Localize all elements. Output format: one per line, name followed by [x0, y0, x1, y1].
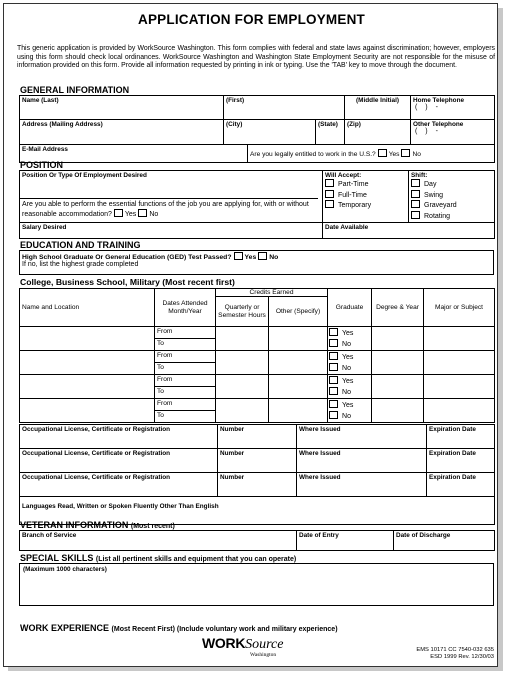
license-exp-field[interactable]: [427, 425, 495, 449]
license-table: [19, 424, 495, 525]
salary-label: Salary Desired: [22, 224, 67, 231]
college-to-field[interactable]: [155, 387, 216, 399]
legal-no-label: No: [412, 151, 421, 158]
rotating-label: Rotating: [424, 212, 451, 220]
college-graduate-cell: [328, 351, 372, 375]
from-label: From: [157, 352, 173, 359]
ability-no-label: No: [149, 211, 159, 218]
will-accept-label: Will Accept:: [325, 172, 362, 179]
general-heading: GENERAL INFORMATION: [20, 85, 130, 95]
license-exp-field[interactable]: [427, 449, 495, 473]
college-quarterly-field[interactable]: [216, 375, 269, 399]
form-title: APPLICATION FOR EMPLOYMENT: [138, 12, 365, 27]
day-checkbox[interactable]: [411, 179, 420, 187]
college-to-field[interactable]: [155, 339, 216, 351]
graduate-no-checkbox[interactable]: [329, 387, 338, 395]
ability-yes-checkbox[interactable]: [114, 209, 123, 217]
graduate-no-label: No: [342, 388, 351, 396]
graduate-no-label: No: [342, 412, 351, 420]
license-label: Occupational License, Certificate or Registration: [22, 474, 171, 481]
graduate-no-checkbox[interactable]: [329, 363, 338, 371]
college-other-field[interactable]: [269, 351, 328, 375]
accept-option-temporary[interactable]: [325, 200, 406, 211]
college-quarterly-field[interactable]: [216, 399, 269, 423]
graduate-yes-checkbox[interactable]: [329, 328, 338, 336]
form-code-line2: ESD 1999 Rev. 12/30/03: [430, 654, 494, 660]
skills-max-label: (Maximum 1000 characters): [23, 566, 107, 573]
work-heading-note: (Most Recent First) (Include voluntary work and military experience): [111, 626, 338, 633]
license-where-label: Where Issued: [299, 426, 341, 433]
to-label: To: [157, 364, 164, 371]
education-heading: EDUCATION AND TRAINING: [20, 240, 141, 250]
license-where-field[interactable]: [297, 425, 427, 449]
college-degree-field[interactable]: [372, 375, 424, 399]
college-heading: College, Business School, Military (Most recent first): [20, 277, 235, 287]
college-row: [20, 375, 495, 387]
zip-label: (Zip): [347, 121, 361, 128]
college-major-field[interactable]: [424, 375, 495, 399]
date-discharge-label: Date of Discharge: [396, 532, 451, 539]
license-where-field[interactable]: [297, 473, 427, 497]
college-to-field[interactable]: [155, 411, 216, 423]
other-phone-field[interactable]: [411, 120, 495, 145]
skills-heading-note: (List all pertinent skills and equipment that you can operate): [95, 556, 297, 563]
license-exp-label: Expiration Date: [429, 474, 476, 481]
license-where-label: Where Issued: [299, 474, 341, 481]
col-major-subject: Major or Subject: [424, 289, 495, 327]
license-field[interactable]: [20, 449, 218, 473]
license-number-field[interactable]: [218, 425, 297, 449]
license-row: [20, 449, 495, 473]
first-name-field[interactable]: [224, 96, 345, 120]
college-name-field[interactable]: [20, 351, 155, 375]
highschool-yes-checkbox[interactable]: [234, 252, 243, 260]
college-other-field[interactable]: [269, 327, 328, 351]
college-quarterly-field[interactable]: [216, 327, 269, 351]
graduate-yes-checkbox[interactable]: [329, 352, 338, 360]
logo-work: WORK: [202, 635, 246, 651]
col-degree-year: Degree & Year: [372, 289, 424, 327]
ability-yes-label: Yes: [124, 211, 137, 218]
shift-cell: [409, 171, 495, 223]
college-from-field[interactable]: [155, 327, 216, 339]
middle-initial-field[interactable]: [345, 96, 411, 120]
full-time-label: Full-Time: [338, 191, 367, 199]
license-field[interactable]: [20, 473, 218, 497]
legal-yes-checkbox[interactable]: [378, 149, 387, 157]
license-number-field[interactable]: [218, 473, 297, 497]
address-label: Address (Mailing Address): [22, 121, 103, 128]
position-desired-cell[interactable]: [20, 171, 323, 223]
salary-field[interactable]: [20, 223, 323, 239]
shift-option-day[interactable]: [411, 179, 492, 190]
graduate-yes-label: Yes: [342, 354, 354, 361]
logo-washington: Washington: [250, 652, 277, 658]
city-label: (City): [226, 121, 243, 128]
page-shadow-right: [498, 8, 503, 670]
accept-option-part-time[interactable]: [325, 179, 406, 190]
worksource-logo: [202, 636, 283, 652]
languages-label: Languages Read, Written or Spoken Fluently Other Than English: [22, 503, 219, 510]
highschool-no-label: No: [269, 254, 279, 261]
college-major-field[interactable]: [424, 327, 495, 351]
col-quarterly-hours: Quarterly or Semester Hours: [216, 297, 269, 327]
skills-heading-text: SPECIAL SKILLS: [20, 553, 94, 563]
college-from-field[interactable]: [155, 375, 216, 387]
date-entry-field[interactable]: [297, 531, 394, 551]
highschool-question: [22, 252, 491, 261]
shift-option-graveyard[interactable]: [411, 200, 492, 211]
home-phone-label: Home Telephone: [413, 97, 465, 104]
highschool-cell[interactable]: [20, 251, 494, 275]
graduate-yes-label: Yes: [342, 378, 354, 385]
general-table: [19, 95, 495, 145]
position-heading: POSITION: [20, 160, 64, 170]
highschool-note: If no, list the highest grade completed: [22, 261, 139, 268]
veteran-heading-text: VETERAN INFORMATION: [20, 520, 129, 530]
col-dates-attended: Dates Attended Month/Year: [155, 289, 216, 327]
to-label: To: [157, 340, 164, 347]
college-major-field[interactable]: [424, 351, 495, 375]
graduate-no-label: No: [342, 364, 351, 372]
part-time-label: Part-Time: [338, 181, 369, 188]
temporary-checkbox[interactable]: [325, 200, 334, 208]
graduate-yes-checkbox[interactable]: [329, 400, 338, 408]
college-name-field[interactable]: [20, 399, 155, 423]
license-number-label: Number: [220, 426, 245, 433]
legal-yes-label: Yes: [388, 151, 400, 158]
shift-option-swing[interactable]: [411, 190, 492, 201]
other-phone-paren: ( ) -: [415, 128, 441, 135]
part-time-checkbox[interactable]: [325, 179, 334, 187]
day-label: Day: [424, 181, 437, 188]
college-from-field[interactable]: [155, 351, 216, 363]
state-field[interactable]: [316, 120, 345, 145]
swing-checkbox[interactable]: [411, 190, 420, 198]
license-exp-field[interactable]: [427, 473, 495, 497]
email-label: E-Mail Address: [22, 146, 68, 153]
swing-label: Swing: [424, 191, 444, 199]
college-name-field[interactable]: [20, 375, 155, 399]
city-field[interactable]: [224, 120, 316, 145]
license-number-label: Number: [220, 474, 245, 481]
highschool-question-text: High School Graduate Or General Education (GED) Test Passed?: [22, 254, 232, 261]
work-heading-text: WORK EXPERIENCE: [20, 623, 110, 633]
branch-label: Branch of Service: [22, 532, 77, 539]
application-form: [3, 3, 498, 667]
license-where-field[interactable]: [297, 449, 427, 473]
veteran-heading-note: (Most recent): [130, 523, 175, 530]
date-entry-label: Date of Entry: [299, 532, 339, 539]
highschool-table: [19, 250, 494, 275]
graveyard-checkbox[interactable]: [411, 200, 420, 208]
date-discharge-field[interactable]: [394, 531, 495, 551]
ability-question-text: Are you able to perform the essential functions of the job you are applying for, with or without reasonable accommodation?: [22, 201, 309, 218]
highschool-yes-label: Yes: [244, 254, 257, 261]
last-name-label: Name (Last): [22, 97, 59, 104]
license-field[interactable]: [20, 425, 218, 449]
graduate-no-checkbox[interactable]: [329, 339, 338, 347]
from-label: From: [157, 400, 173, 407]
home-phone-field[interactable]: [411, 96, 495, 120]
highschool-no-checkbox[interactable]: [258, 252, 267, 260]
zip-field[interactable]: [345, 120, 411, 145]
college-graduate-cell: [328, 327, 372, 351]
home-phone-paren: ( ) -: [415, 104, 441, 111]
ability-no-checkbox[interactable]: [138, 209, 147, 217]
license-row: [20, 425, 495, 449]
shift-option-rotating[interactable]: [411, 211, 492, 222]
college-degree-field[interactable]: [372, 351, 424, 375]
branch-field[interactable]: [20, 531, 297, 551]
col-other-specify: Other (Specify): [269, 297, 328, 327]
will-accept-cell: [323, 171, 409, 223]
accept-option-full-time[interactable]: [325, 190, 406, 201]
graduate-no-label: No: [342, 340, 351, 348]
position-desired-label: Position Or Type Of Employment Desired: [22, 172, 147, 179]
page-shadow-bottom: [8, 667, 503, 671]
date-available-label: Date Available: [325, 224, 369, 231]
other-phone-label: Other Telephone: [413, 121, 464, 128]
legal-question-cell: [248, 145, 495, 163]
ability-question: [20, 198, 318, 219]
skills-textarea[interactable]: [19, 563, 494, 606]
logo-source: Source: [245, 637, 284, 652]
license-row: [20, 473, 495, 497]
college-name-field[interactable]: [20, 327, 155, 351]
state-label: (State): [318, 121, 338, 128]
position-table: [19, 170, 495, 239]
college-row: [20, 327, 495, 339]
graduate-yes-label: Yes: [342, 402, 354, 409]
graduate-yes-label: Yes: [342, 330, 354, 337]
college-quarterly-field[interactable]: [216, 351, 269, 375]
license-number-field[interactable]: [218, 449, 297, 473]
college-graduate-cell: [328, 375, 372, 399]
veteran-table: [19, 530, 495, 551]
to-label: To: [157, 412, 164, 419]
col-graduate: Graduate: [328, 289, 372, 327]
license-label: Occupational License, Certificate or Registration: [22, 426, 171, 433]
college-row: [20, 351, 495, 363]
email-table: [19, 144, 495, 163]
to-label: To: [157, 388, 164, 395]
license-exp-label: Expiration Date: [429, 426, 476, 433]
college-to-field[interactable]: [155, 363, 216, 375]
graduate-no-checkbox[interactable]: [329, 411, 338, 419]
legal-no-checkbox[interactable]: [401, 149, 410, 157]
col-name-location: Name and Location: [20, 289, 155, 327]
middle-initial-label: (Middle Initial): [356, 97, 399, 104]
college-graduate-cell: [328, 399, 372, 423]
college-major-field[interactable]: [424, 399, 495, 423]
license-where-label: Where Issued: [299, 450, 341, 457]
license-number-label: Number: [220, 450, 245, 457]
college-table: [19, 288, 495, 423]
form-code-line1: EMS 10171 CC 7540-032 635: [416, 647, 494, 653]
college-degree-field[interactable]: [372, 399, 424, 423]
shift-label: Shift:: [411, 172, 428, 179]
graduate-yes-checkbox[interactable]: [329, 376, 338, 384]
college-row: [20, 399, 495, 411]
from-label: From: [157, 376, 173, 383]
temporary-label: Temporary: [338, 202, 372, 209]
work-heading: [20, 623, 338, 635]
last-name-field[interactable]: [20, 96, 224, 120]
college-other-field[interactable]: [269, 399, 328, 423]
intro-text: This generic application is provided by WorkSource Washington. This form complies with federal and state laws against discrimination; however, employers using this form should check local ordinances. WorkSource Washington and Washington State Employment Security are not responsible for the misuse of information provided on this form. Provide all information requested by printing in ink or typing. Use the 'TAB' key to move through the document.: [17, 45, 495, 70]
license-exp-label: Expiration Date: [429, 450, 476, 457]
legal-question-text: Are you legally entitled to work in the U.S.?: [250, 151, 376, 158]
first-name-label: (First): [226, 97, 245, 104]
license-label: Occupational License, Certificate or Registration: [22, 450, 171, 457]
full-time-checkbox[interactable]: [325, 190, 334, 198]
date-available-field[interactable]: [323, 223, 495, 239]
graveyard-label: Graveyard: [424, 202, 457, 209]
col-credits-earned: Credits Earned: [216, 289, 328, 297]
address-field[interactable]: [20, 120, 224, 145]
form-code: [416, 647, 494, 661]
rotating-checkbox[interactable]: [411, 211, 420, 219]
college-other-field[interactable]: [269, 375, 328, 399]
from-label: From: [157, 328, 173, 335]
college-degree-field[interactable]: [372, 327, 424, 351]
college-from-field[interactable]: [155, 399, 216, 411]
